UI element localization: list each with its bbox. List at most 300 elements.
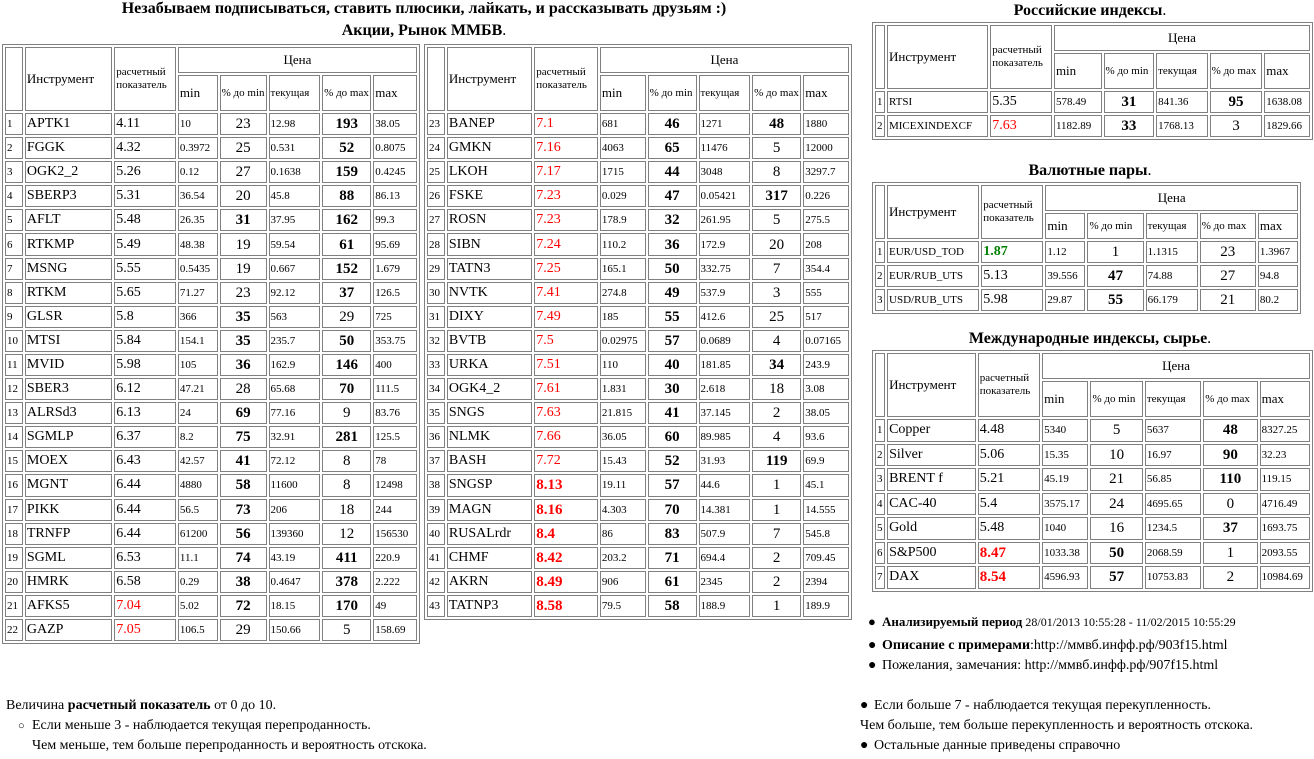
calc-value: 8.47 bbox=[978, 542, 1040, 565]
calc-value: 8.13 bbox=[534, 474, 598, 496]
pct-min-value: 5 bbox=[1090, 419, 1142, 442]
max-value: 3297.7 bbox=[803, 161, 849, 183]
description-link[interactable]: :http://ммвб.инфф.рф/903f15.html bbox=[1030, 638, 1228, 653]
max-value: 125.5 bbox=[373, 426, 417, 448]
pct-min-value: 24 bbox=[1090, 493, 1142, 516]
min-value: 681 bbox=[600, 113, 646, 135]
pct-min-value: 41 bbox=[648, 402, 697, 424]
period-line: ● Анализируемый период 28/01/2013 10:55:28 - 11/02/2015 10:55:29 bbox=[868, 614, 1236, 629]
max-value: 95.69 bbox=[373, 233, 417, 255]
row-num: 1 bbox=[875, 91, 885, 113]
pct-min-value: 21 bbox=[1090, 468, 1142, 491]
pct-max-value: 37 bbox=[322, 282, 371, 304]
pct-max-value: 5 bbox=[752, 209, 801, 231]
pct-min-value: 28 bbox=[220, 378, 267, 400]
current-value: 31.93 bbox=[699, 450, 751, 472]
max-value: 2.222 bbox=[373, 571, 417, 593]
min-value: 4596.93 bbox=[1042, 566, 1088, 589]
table-row bbox=[875, 493, 1310, 516]
instrument-name: BRENT f bbox=[887, 468, 976, 491]
fx-table bbox=[872, 182, 1301, 314]
table-row bbox=[427, 571, 849, 593]
min-value: 45.19 bbox=[1042, 468, 1088, 491]
instrument-name: CHMF bbox=[447, 547, 532, 569]
pct-max-value: 193 bbox=[322, 113, 371, 135]
instrument-name: GMKN bbox=[447, 137, 532, 159]
calc-value: 7.16 bbox=[534, 137, 598, 159]
instrument-name: Silver bbox=[887, 444, 976, 467]
row-num: 27 bbox=[427, 209, 445, 231]
current-value: 332.75 bbox=[699, 258, 751, 280]
max-value: 208 bbox=[803, 233, 849, 255]
pct-max-value: 5 bbox=[752, 137, 801, 159]
calc-value: 8.49 bbox=[534, 571, 598, 593]
current-value: 1.1315 bbox=[1146, 241, 1198, 263]
table-row bbox=[427, 474, 849, 496]
table-row bbox=[427, 233, 849, 255]
pct-min-value: 47 bbox=[1087, 265, 1143, 287]
pct-max-value: 34 bbox=[752, 354, 801, 376]
pct-min-value: 35 bbox=[220, 306, 267, 328]
calc-value: 8.42 bbox=[534, 547, 598, 569]
pct-max-value: 12 bbox=[322, 523, 371, 545]
max-value: 275.5 bbox=[803, 209, 849, 231]
min-value: 48.38 bbox=[178, 233, 218, 255]
max-value: 400 bbox=[373, 354, 417, 376]
stocks-title: Акции, Рынок ММБВ. bbox=[341, 22, 507, 39]
calc-value: 5.48 bbox=[114, 209, 176, 231]
instrument-name: SIBN bbox=[447, 233, 532, 255]
row-num: 41 bbox=[427, 547, 445, 569]
current-value: 0.0689 bbox=[699, 330, 751, 352]
min-value: 185 bbox=[600, 306, 646, 328]
pct-max-value: 411 bbox=[322, 547, 371, 569]
header-price: Цена bbox=[1054, 25, 1310, 51]
min-value: 106.5 bbox=[178, 619, 218, 641]
current-value: 18.15 bbox=[269, 595, 321, 617]
row-num: 2 bbox=[875, 265, 885, 287]
pct-min-value: 50 bbox=[648, 258, 697, 280]
header-num-blank bbox=[875, 185, 885, 239]
row-num: 23 bbox=[427, 113, 445, 135]
table-row bbox=[427, 113, 849, 135]
pct-max-value: 5 bbox=[322, 619, 371, 641]
table-row bbox=[427, 209, 849, 231]
calc-value: 5.13 bbox=[981, 265, 1043, 287]
min-value: 110 bbox=[600, 354, 646, 376]
row-num: 21 bbox=[5, 595, 23, 617]
pct-max-value: 8 bbox=[752, 161, 801, 183]
calc-value: 5.06 bbox=[978, 444, 1040, 467]
calc-value: 7.51 bbox=[534, 354, 598, 376]
min-value: 56.5 bbox=[178, 499, 218, 521]
pct-min-value: 27 bbox=[220, 161, 267, 183]
pct-min-value: 72 bbox=[220, 595, 267, 617]
calc-value: 7.23 bbox=[534, 185, 598, 207]
max-value: 94.8 bbox=[1258, 265, 1298, 287]
instrument-name: EUR/USD_TOD bbox=[887, 241, 979, 263]
max-value: 189.9 bbox=[803, 595, 849, 617]
pct-max-value: 90 bbox=[1203, 444, 1257, 467]
instrument-name: URKA bbox=[447, 354, 532, 376]
pct-min-value: 74 bbox=[220, 547, 267, 569]
table-row bbox=[5, 306, 417, 328]
min-value: 19.11 bbox=[600, 474, 646, 496]
fx-title: Валютные пары. bbox=[1028, 162, 1152, 179]
min-value: 0.12 bbox=[178, 161, 218, 183]
min-value: 0.5435 bbox=[178, 258, 218, 280]
table-row bbox=[427, 185, 849, 207]
row-num: 40 bbox=[427, 523, 445, 545]
instrument-name: FGGK bbox=[25, 137, 112, 159]
calc-value: 7.23 bbox=[534, 209, 598, 231]
current-value: 37.145 bbox=[699, 402, 751, 424]
calc-value: 6.13 bbox=[114, 402, 176, 424]
header-calc: расчетный показатель bbox=[990, 25, 1052, 89]
min-value: 1.831 bbox=[600, 378, 646, 400]
note-r3: Остальные данные приведены справочно bbox=[874, 738, 1121, 753]
current-value: 32.91 bbox=[269, 426, 321, 448]
note-l2: Если меньше 3 - наблюдается текущая перепроданность. bbox=[32, 718, 371, 733]
calc-value: 7.17 bbox=[534, 161, 598, 183]
row-num: 3 bbox=[875, 289, 885, 311]
min-value: 366 bbox=[178, 306, 218, 328]
header-current: текущая bbox=[1145, 381, 1201, 417]
calc-value: 5.84 bbox=[114, 330, 176, 352]
max-value: 12000 bbox=[803, 137, 849, 159]
current-value: 56.85 bbox=[1145, 468, 1201, 491]
pct-max-value: 119 bbox=[752, 450, 801, 472]
pct-max-value: 170 bbox=[322, 595, 371, 617]
note-r1: Если больше 7 - наблюдается текущая перекупленность. bbox=[874, 698, 1212, 713]
instrument-name: CAC-40 bbox=[887, 493, 976, 516]
max-value: 45.1 bbox=[803, 474, 849, 496]
row-num: 35 bbox=[427, 402, 445, 424]
row-num: 7 bbox=[5, 258, 23, 280]
max-value: 49 bbox=[373, 595, 417, 617]
max-value: 14.555 bbox=[803, 499, 849, 521]
table-row bbox=[5, 161, 417, 183]
table-row bbox=[5, 523, 417, 545]
table-row bbox=[875, 419, 1310, 442]
header-current: текущая bbox=[699, 75, 751, 111]
max-value: 156530 bbox=[373, 523, 417, 545]
row-num: 15 bbox=[5, 450, 23, 472]
current-value: 43.19 bbox=[269, 547, 321, 569]
row-num: 25 bbox=[427, 161, 445, 183]
max-value: 78 bbox=[373, 450, 417, 472]
wishes-link[interactable]: Пожелания, замечания: http://ммвб.инфф.рф/907f15.html bbox=[882, 658, 1219, 673]
pct-min-value: 31 bbox=[220, 209, 267, 231]
header-max: max bbox=[803, 75, 849, 111]
min-value: 39.556 bbox=[1045, 265, 1085, 287]
calc-value: 7.63 bbox=[990, 115, 1052, 137]
max-value: 69.9 bbox=[803, 450, 849, 472]
table-row bbox=[5, 185, 417, 207]
max-value: 244 bbox=[373, 499, 417, 521]
calc-value: 5.31 bbox=[114, 185, 176, 207]
header-current: текущая bbox=[269, 75, 321, 111]
instrument-name: SGML bbox=[25, 547, 112, 569]
pct-min-value: 38 bbox=[220, 571, 267, 593]
pct-min-value: 61 bbox=[648, 571, 697, 593]
calc-value: 5.48 bbox=[978, 517, 1040, 540]
row-num: 11 bbox=[5, 354, 23, 376]
row-num: 2 bbox=[875, 115, 885, 137]
table-row bbox=[427, 354, 849, 376]
instrument-name: SBERP3 bbox=[25, 185, 112, 207]
max-value: 32.23 bbox=[1260, 444, 1310, 467]
max-value: 86.13 bbox=[373, 185, 417, 207]
current-value: 206 bbox=[269, 499, 321, 521]
pct-max-value: 8 bbox=[322, 474, 371, 496]
pct-max-value: 48 bbox=[1203, 419, 1257, 442]
calc-value: 7.61 bbox=[534, 378, 598, 400]
pct-max-value: 162 bbox=[322, 209, 371, 231]
pct-max-value: 48 bbox=[752, 113, 801, 135]
instrument-name: APTK1 bbox=[25, 113, 112, 135]
pct-min-value: 50 bbox=[1090, 542, 1142, 565]
instrument-name: DAX bbox=[887, 566, 976, 589]
table-row bbox=[875, 566, 1310, 589]
header-num-blank bbox=[875, 353, 885, 417]
pct-min-value: 36 bbox=[648, 233, 697, 255]
row-num: 2 bbox=[875, 444, 885, 467]
pct-max-value: 3 bbox=[752, 282, 801, 304]
pct-max-value: 88 bbox=[322, 185, 371, 207]
table-row bbox=[5, 474, 417, 496]
row-num: 31 bbox=[427, 306, 445, 328]
max-value: 126.5 bbox=[373, 282, 417, 304]
row-num: 37 bbox=[427, 450, 445, 472]
max-value: 243.9 bbox=[803, 354, 849, 376]
header-calc: расчетный показатель bbox=[981, 185, 1043, 239]
pct-max-value: 4 bbox=[752, 426, 801, 448]
pct-min-value: 71 bbox=[648, 547, 697, 569]
row-num: 1 bbox=[875, 241, 885, 263]
row-num: 20 bbox=[5, 571, 23, 593]
row-num: 1 bbox=[875, 419, 885, 442]
current-value: 150.66 bbox=[269, 619, 321, 641]
min-value: 203.2 bbox=[600, 547, 646, 569]
pct-max-value: 18 bbox=[322, 499, 371, 521]
instrument-name: BVTB bbox=[447, 330, 532, 352]
table-row bbox=[5, 137, 417, 159]
header-num-blank bbox=[5, 47, 23, 111]
row-num: 34 bbox=[427, 378, 445, 400]
instrument-name: SNGSP bbox=[447, 474, 532, 496]
min-value: 47.21 bbox=[178, 378, 218, 400]
max-value: 1693.75 bbox=[1260, 517, 1310, 540]
pct-min-value: 23 bbox=[220, 113, 267, 135]
header-min: min bbox=[1042, 381, 1088, 417]
row-num: 39 bbox=[427, 499, 445, 521]
table-row bbox=[5, 402, 417, 424]
main-title: Незабываем подписываться, ставить плюсики, лайкать, и рассказывать друзьям :) bbox=[121, 0, 727, 17]
header-calc: расчетный показатель bbox=[534, 47, 598, 111]
table-row bbox=[5, 426, 417, 448]
current-value: 1768.13 bbox=[1156, 115, 1208, 137]
row-num: 24 bbox=[427, 137, 445, 159]
table-row bbox=[5, 499, 417, 521]
pct-max-value: 7 bbox=[752, 523, 801, 545]
calc-value: 6.44 bbox=[114, 499, 176, 521]
intl-title-text: Международные индексы, сырье bbox=[968, 330, 1208, 347]
pct-max-value: 1 bbox=[752, 474, 801, 496]
current-value: 261.95 bbox=[699, 209, 751, 231]
table-row bbox=[427, 499, 849, 521]
pct-max-value: 1 bbox=[752, 595, 801, 617]
pct-max-value: 2 bbox=[752, 571, 801, 593]
current-value: 235.7 bbox=[269, 330, 321, 352]
row-num: 38 bbox=[427, 474, 445, 496]
table-row bbox=[875, 91, 1310, 113]
min-value: 0.29 bbox=[178, 571, 218, 593]
pct-min-value: 75 bbox=[220, 426, 267, 448]
calc-value: 7.25 bbox=[534, 258, 598, 280]
header-num-blank bbox=[427, 47, 445, 111]
current-value: 563 bbox=[269, 306, 321, 328]
note-left-1 bbox=[6, 696, 276, 716]
pct-min-value: 57 bbox=[648, 330, 697, 352]
current-value: 3048 bbox=[699, 161, 751, 183]
pct-max-value: 21 bbox=[1200, 289, 1256, 311]
pct-max-value: 3 bbox=[1210, 115, 1263, 137]
ru-indexes-title-text: Российские индексы bbox=[1013, 2, 1163, 19]
calc-value: 7.24 bbox=[534, 233, 598, 255]
min-value: 3575.17 bbox=[1042, 493, 1088, 516]
calc-value: 6.58 bbox=[114, 571, 176, 593]
row-num: 6 bbox=[5, 233, 23, 255]
calc-value: 8.54 bbox=[978, 566, 1040, 589]
max-value: 158.69 bbox=[373, 619, 417, 641]
max-value: 725 bbox=[373, 306, 417, 328]
min-value: 15.43 bbox=[600, 450, 646, 472]
calc-value: 5.26 bbox=[114, 161, 176, 183]
header-instrument: Инструмент bbox=[447, 47, 532, 111]
stocks-table-right bbox=[424, 44, 852, 620]
max-value: 99.3 bbox=[373, 209, 417, 231]
max-value: 93.6 bbox=[803, 426, 849, 448]
note-left-3: Чем меньше, тем больше перепроданность и вероятность отскока. bbox=[32, 738, 427, 753]
instrument-name: MVID bbox=[25, 354, 112, 376]
table-row bbox=[5, 354, 417, 376]
max-value: 38.05 bbox=[803, 402, 849, 424]
instrument-name: PIKK bbox=[25, 499, 112, 521]
max-value: 220.9 bbox=[373, 547, 417, 569]
min-value: 4.303 bbox=[600, 499, 646, 521]
pct-min-value: 33 bbox=[1104, 115, 1155, 137]
min-value: 79.5 bbox=[600, 595, 646, 617]
header-calc: расчетный показатель bbox=[978, 353, 1040, 417]
max-value: 545.8 bbox=[803, 523, 849, 545]
instrument-name: TRNFP bbox=[25, 523, 112, 545]
pct-max-value: 281 bbox=[322, 426, 371, 448]
current-value: 1234.5 bbox=[1145, 517, 1201, 540]
pct-max-value: 2 bbox=[752, 402, 801, 424]
instrument-name: AFLT bbox=[25, 209, 112, 231]
row-num: 13 bbox=[5, 402, 23, 424]
note-right-2: Чем больше, тем больше перекупленность и вероятность отскока. bbox=[860, 718, 1254, 733]
description-line: ● Описание с примерами:http://ммвб.инфф.рф/903f15.html bbox=[868, 638, 1228, 653]
current-value: 841.36 bbox=[1156, 91, 1208, 113]
current-value: 59.54 bbox=[269, 233, 321, 255]
min-value: 1040 bbox=[1042, 517, 1088, 540]
min-value: 4880 bbox=[178, 474, 218, 496]
min-value: 4063 bbox=[600, 137, 646, 159]
calc-value: 1.87 bbox=[981, 241, 1043, 263]
instrument-name: TATNP3 bbox=[447, 595, 532, 617]
intl-title: Международные индексы, сырье. bbox=[968, 330, 1212, 347]
pct-max-value: 317 bbox=[752, 185, 801, 207]
header-min: min bbox=[1054, 53, 1102, 89]
calc-value: 5.55 bbox=[114, 258, 176, 280]
pct-min-value: 25 bbox=[220, 137, 267, 159]
row-num: 5 bbox=[5, 209, 23, 231]
min-value: 105 bbox=[178, 354, 218, 376]
instrument-name: GLSR bbox=[25, 306, 112, 328]
stocks-table-left bbox=[2, 44, 420, 644]
table-row bbox=[875, 517, 1310, 540]
instrument-name: USD/RUB_UTS bbox=[887, 289, 979, 311]
current-value: 0.531 bbox=[269, 137, 321, 159]
pct-min-value: 30 bbox=[648, 378, 697, 400]
calc-value: 7.5 bbox=[534, 330, 598, 352]
pct-min-value: 32 bbox=[648, 209, 697, 231]
calc-value: 5.4 bbox=[978, 493, 1040, 516]
row-num: 36 bbox=[427, 426, 445, 448]
calc-value: 4.11 bbox=[114, 113, 176, 135]
calc-value: 5.49 bbox=[114, 233, 176, 255]
table-row bbox=[5, 378, 417, 400]
max-value: 0.4245 bbox=[373, 161, 417, 183]
calc-value: 5.35 bbox=[990, 91, 1052, 113]
pct-min-value: 36 bbox=[220, 354, 267, 376]
instrument-name: S&P500 bbox=[887, 542, 976, 565]
pct-max-value: 152 bbox=[322, 258, 371, 280]
max-value: 80.2 bbox=[1258, 289, 1298, 311]
instrument-name: OGK2_2 bbox=[25, 161, 112, 183]
min-value: 21.815 bbox=[600, 402, 646, 424]
note-l1a: Величина bbox=[6, 698, 68, 713]
instrument-name: ALRSd3 bbox=[25, 402, 112, 424]
current-value: 412.6 bbox=[699, 306, 751, 328]
pct-min-value: 69 bbox=[220, 402, 267, 424]
header-pct-min: % до min bbox=[220, 75, 267, 111]
current-value: 2.618 bbox=[699, 378, 751, 400]
current-value: 0.667 bbox=[269, 258, 321, 280]
current-value: 181.85 bbox=[699, 354, 751, 376]
row-num: 17 bbox=[5, 499, 23, 521]
row-num: 30 bbox=[427, 282, 445, 304]
row-num: 8 bbox=[5, 282, 23, 304]
min-value: 1033.38 bbox=[1042, 542, 1088, 565]
table-row bbox=[427, 402, 849, 424]
calc-value: 6.12 bbox=[114, 378, 176, 400]
pct-max-value: 50 bbox=[322, 330, 371, 352]
max-value: 0.8075 bbox=[373, 137, 417, 159]
row-num: 29 bbox=[427, 258, 445, 280]
header-pct-min: % до min bbox=[648, 75, 697, 111]
calc-value: 5.65 bbox=[114, 282, 176, 304]
header-max: max bbox=[1260, 381, 1310, 417]
pct-min-value: 57 bbox=[648, 474, 697, 496]
header-pct-max: % до max bbox=[1200, 213, 1256, 239]
max-value: 119.15 bbox=[1260, 468, 1310, 491]
max-value: 38.05 bbox=[373, 113, 417, 135]
instrument-name: AFKS5 bbox=[25, 595, 112, 617]
header-min: min bbox=[1045, 213, 1085, 239]
